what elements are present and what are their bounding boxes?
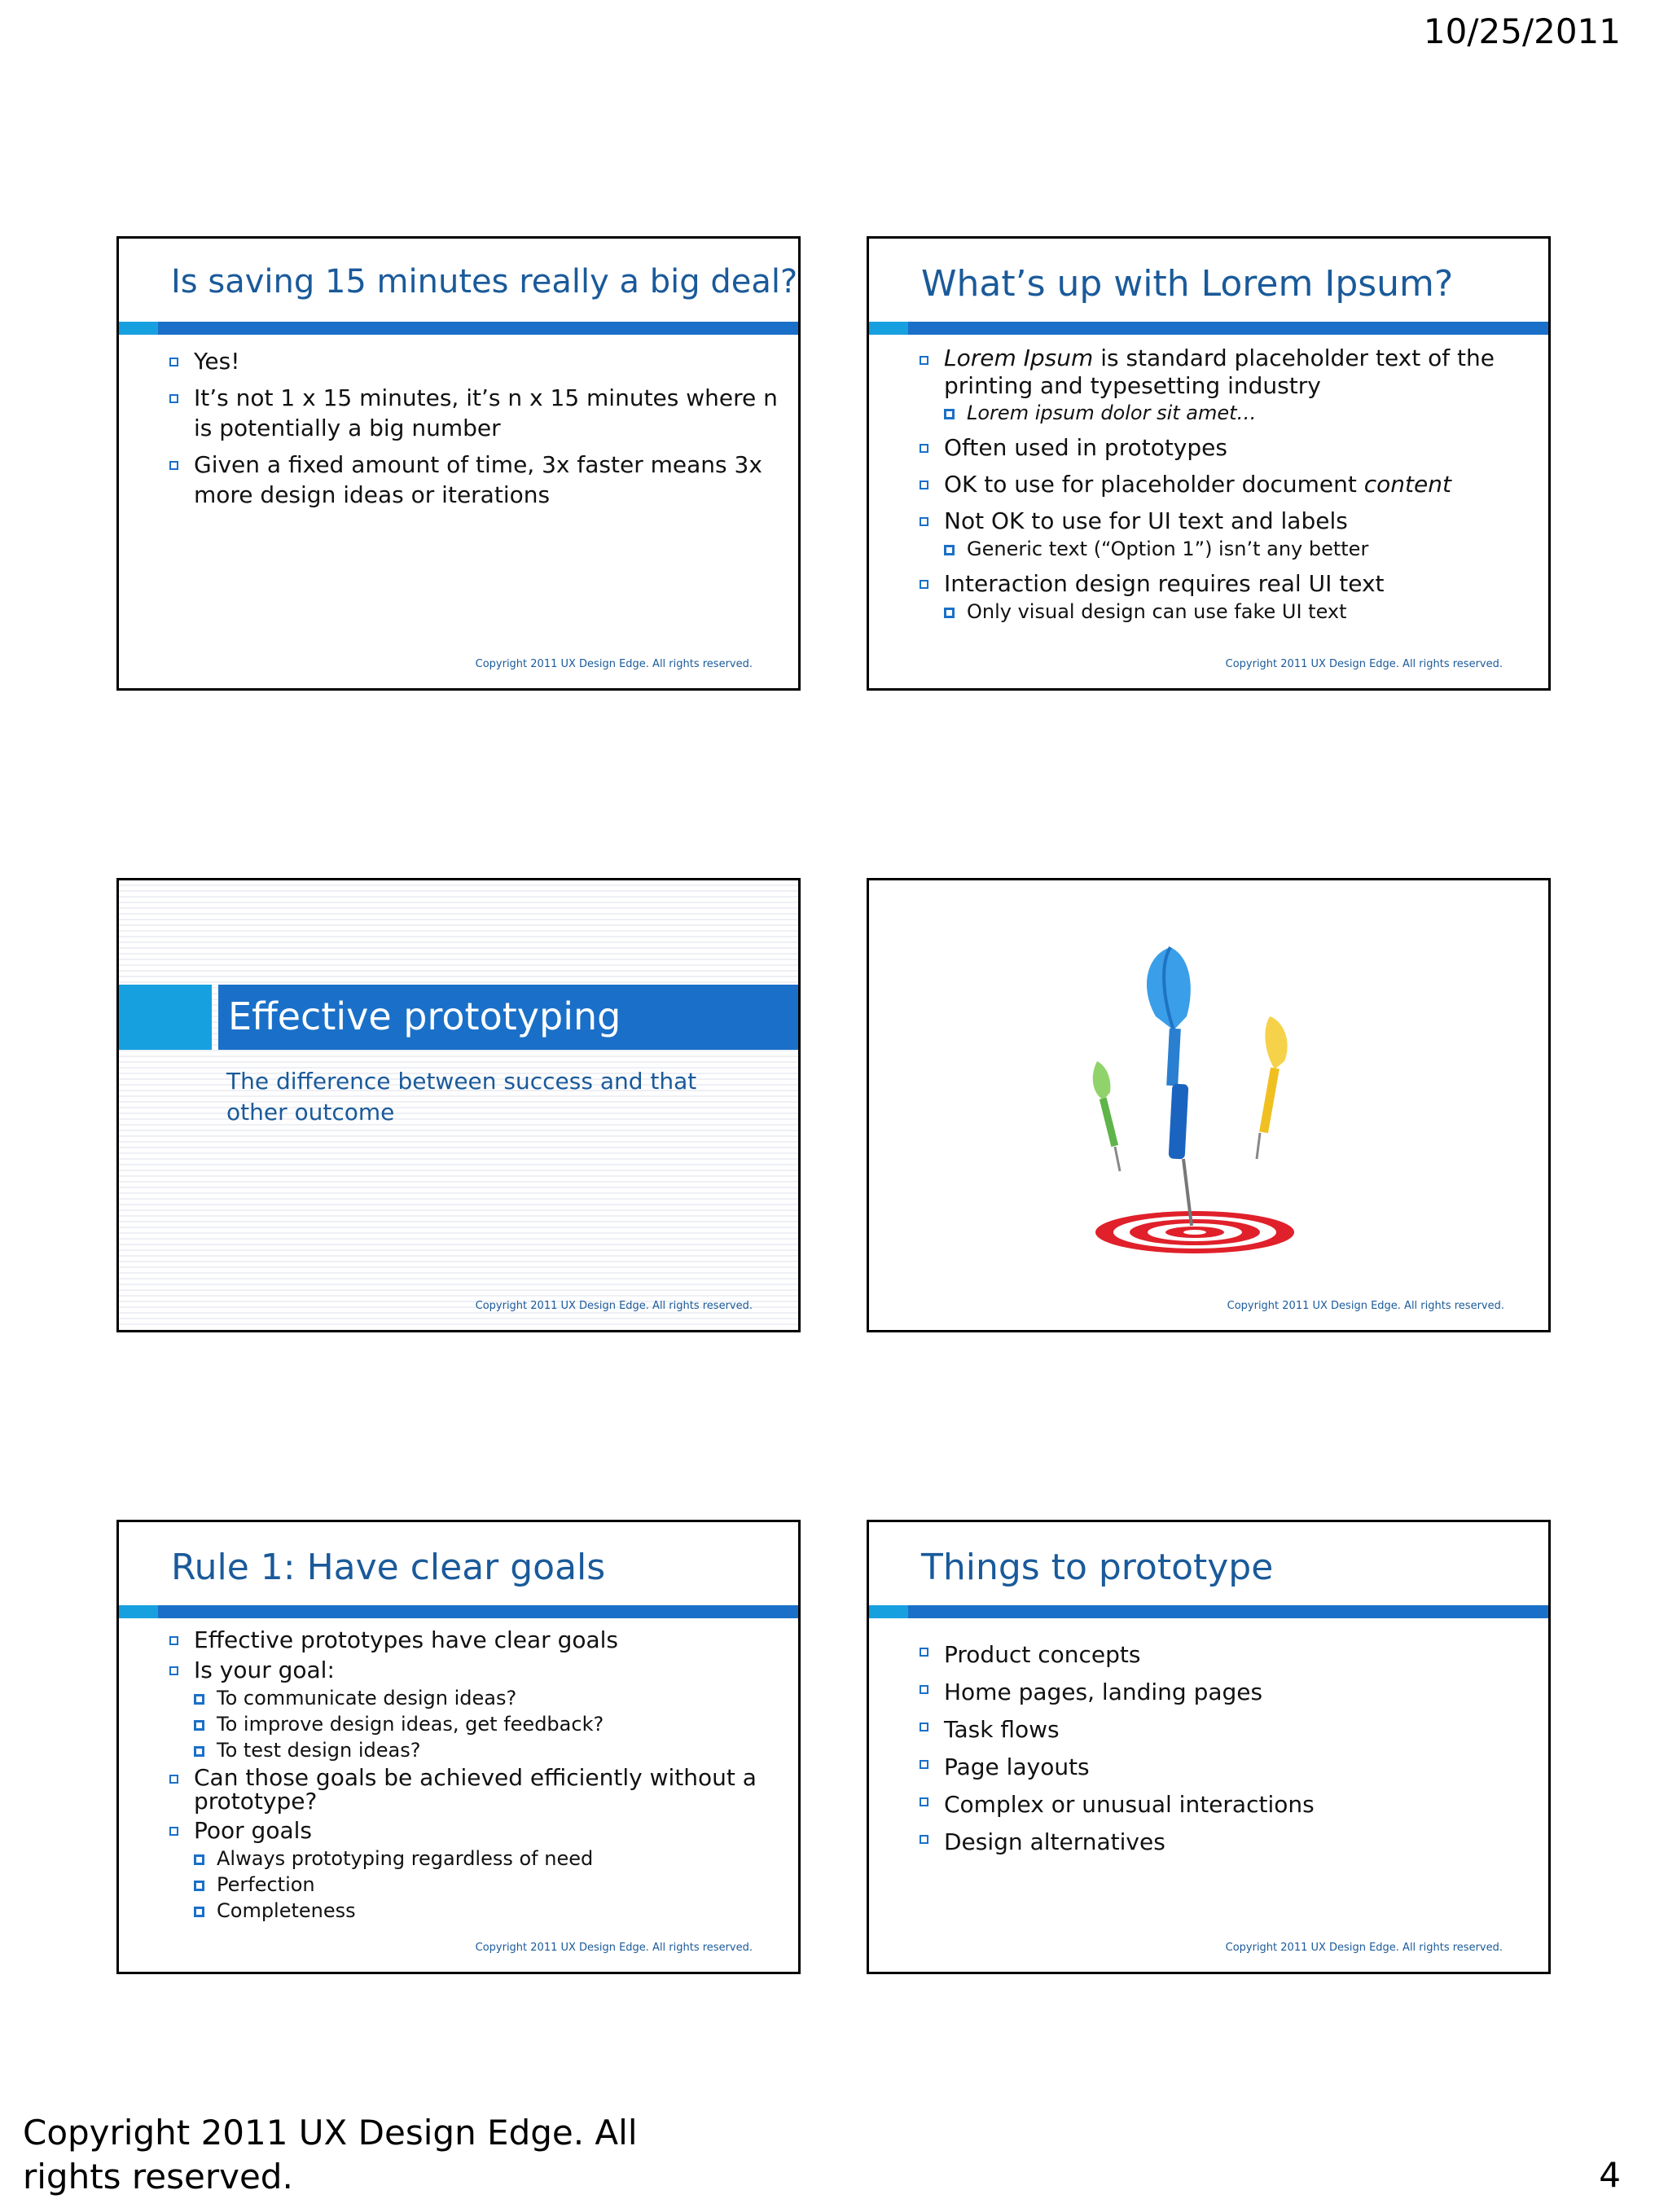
bullet-list (918, 1636, 1532, 1861)
title-bar-accent (119, 1605, 158, 1618)
slide-things-to-prototype (867, 1520, 1551, 1974)
bullet-item: Home pages, landing pages (918, 1674, 1532, 1711)
bullet-item: Not OK to use for UI text and labels (918, 506, 1532, 536)
slide-lorem-ipsum (867, 236, 1551, 691)
sub-bullet-item: To test design ideas? (168, 1737, 782, 1763)
bullet-item: Complex or unusual interactions (918, 1786, 1532, 1824)
sub-bullet-item: Generic text (“Option 1”) isn’t any better (918, 536, 1532, 562)
bullet-item: Design alternatives (918, 1824, 1532, 1861)
bullet-item: Can those goals be achieved efficiently without a prototype? (168, 1763, 782, 1815)
title-bar (869, 322, 1548, 335)
slide-darts-image (867, 878, 1551, 1332)
yellow-dart-icon (1257, 1016, 1288, 1159)
bullet-list (168, 346, 782, 510)
slide-copyright: Copyright 2011 UX Design Edge. All rights reserved. (1225, 658, 1503, 670)
bullet-item: Task flows (918, 1711, 1532, 1749)
bullet-item: Interaction design requires real UI text (918, 568, 1532, 599)
slide-is-saving-15-minutes (116, 236, 801, 691)
page-number: 4 (1599, 2155, 1621, 2195)
title-bar-accent (119, 322, 158, 335)
slide-title: Rule 1: Have clear goals (171, 1547, 606, 1588)
slide-copyright: Copyright 2011 UX Design Edge. All rights reserved. (475, 1300, 753, 1312)
green-dart-icon (1093, 1061, 1120, 1171)
slide-copyright: Copyright 2011 UX Design Edge. All rights reserved. (475, 1942, 753, 1954)
bullet-item: Poor goals (168, 1815, 782, 1846)
sub-bullet-item: Always prototyping regardless of need (168, 1846, 782, 1872)
slide-effective-prototyping (116, 878, 801, 1332)
bullet-item: Is your goal: (168, 1655, 782, 1685)
bullet-item (918, 345, 1532, 400)
bullet-item: It’s not 1 x 15 minutes, it’s n x 15 minutes where n is potentially a big number (168, 383, 782, 443)
sub-bullet-item: Lorem ipsum dolor sit amet… (918, 400, 1532, 426)
bullet-emphasis: Lorem Ipsum (944, 345, 1094, 371)
sub-bullet-item: Completeness (168, 1898, 782, 1924)
target-icon (1095, 1211, 1294, 1253)
title-bar (119, 1605, 798, 1618)
section-accent-block (119, 985, 212, 1050)
slide-title: Things to prototype (921, 1547, 1274, 1588)
sub-bullet-item: Only visual design can use fake UI text (918, 599, 1532, 625)
section-title: Effective prototyping (228, 994, 621, 1038)
bullet-emphasis: content (1363, 471, 1451, 498)
bullet-list (168, 1625, 782, 1924)
slide-copyright: Copyright 2011 UX Design Edge. All rights reserved. (1225, 1942, 1503, 1954)
darts-target-illustration (1064, 939, 1341, 1265)
title-bar-accent (869, 1605, 908, 1618)
slide-copyright: Copyright 2011 UX Design Edge. All rights reserved. (475, 658, 753, 670)
bullet-item: Often used in prototypes (918, 432, 1532, 463)
blue-dart-icon (1147, 947, 1192, 1226)
title-bar (119, 322, 798, 335)
slide-title: What’s up with Lorem Ipsum? (921, 263, 1454, 305)
sub-bullet-item: To communicate design ideas? (168, 1685, 782, 1711)
sub-bullet-item: Perfection (168, 1872, 782, 1898)
sub-bullet-item: To improve design ideas, get feedback? (168, 1711, 782, 1737)
title-bar-accent (869, 322, 908, 335)
slide-copyright: Copyright 2011 UX Design Edge. All rights reserved. (1227, 1300, 1504, 1312)
slide-rule-1-clear-goals (116, 1520, 801, 1974)
bullet-item: Yes! (168, 346, 782, 376)
bullet-text: OK to use for placeholder document (944, 471, 1364, 498)
bullet-item: Product concepts (918, 1636, 1532, 1674)
bullet-item: Effective prototypes have clear goals (168, 1625, 782, 1655)
page-footer-copyright: Copyright 2011 UX Design Edge. All rights reserved. (23, 2113, 638, 2197)
bullet-item: Given a fixed amount of time, 3x faster means 3x more design ideas or iterations (168, 450, 782, 510)
section-subtitle: The difference between success and that other outcome (226, 1068, 697, 1126)
print-date: 10/25/2011 (1423, 11, 1621, 51)
slide-title: Is saving 15 minutes really a big deal? (171, 263, 798, 301)
bullet-list (918, 345, 1532, 625)
bullet-text: is standard placeholder text of the printing and typesetting industry (944, 345, 1495, 399)
bullet-item: Page layouts (918, 1749, 1532, 1786)
bullet-item (918, 469, 1532, 499)
title-bar (869, 1605, 1548, 1618)
